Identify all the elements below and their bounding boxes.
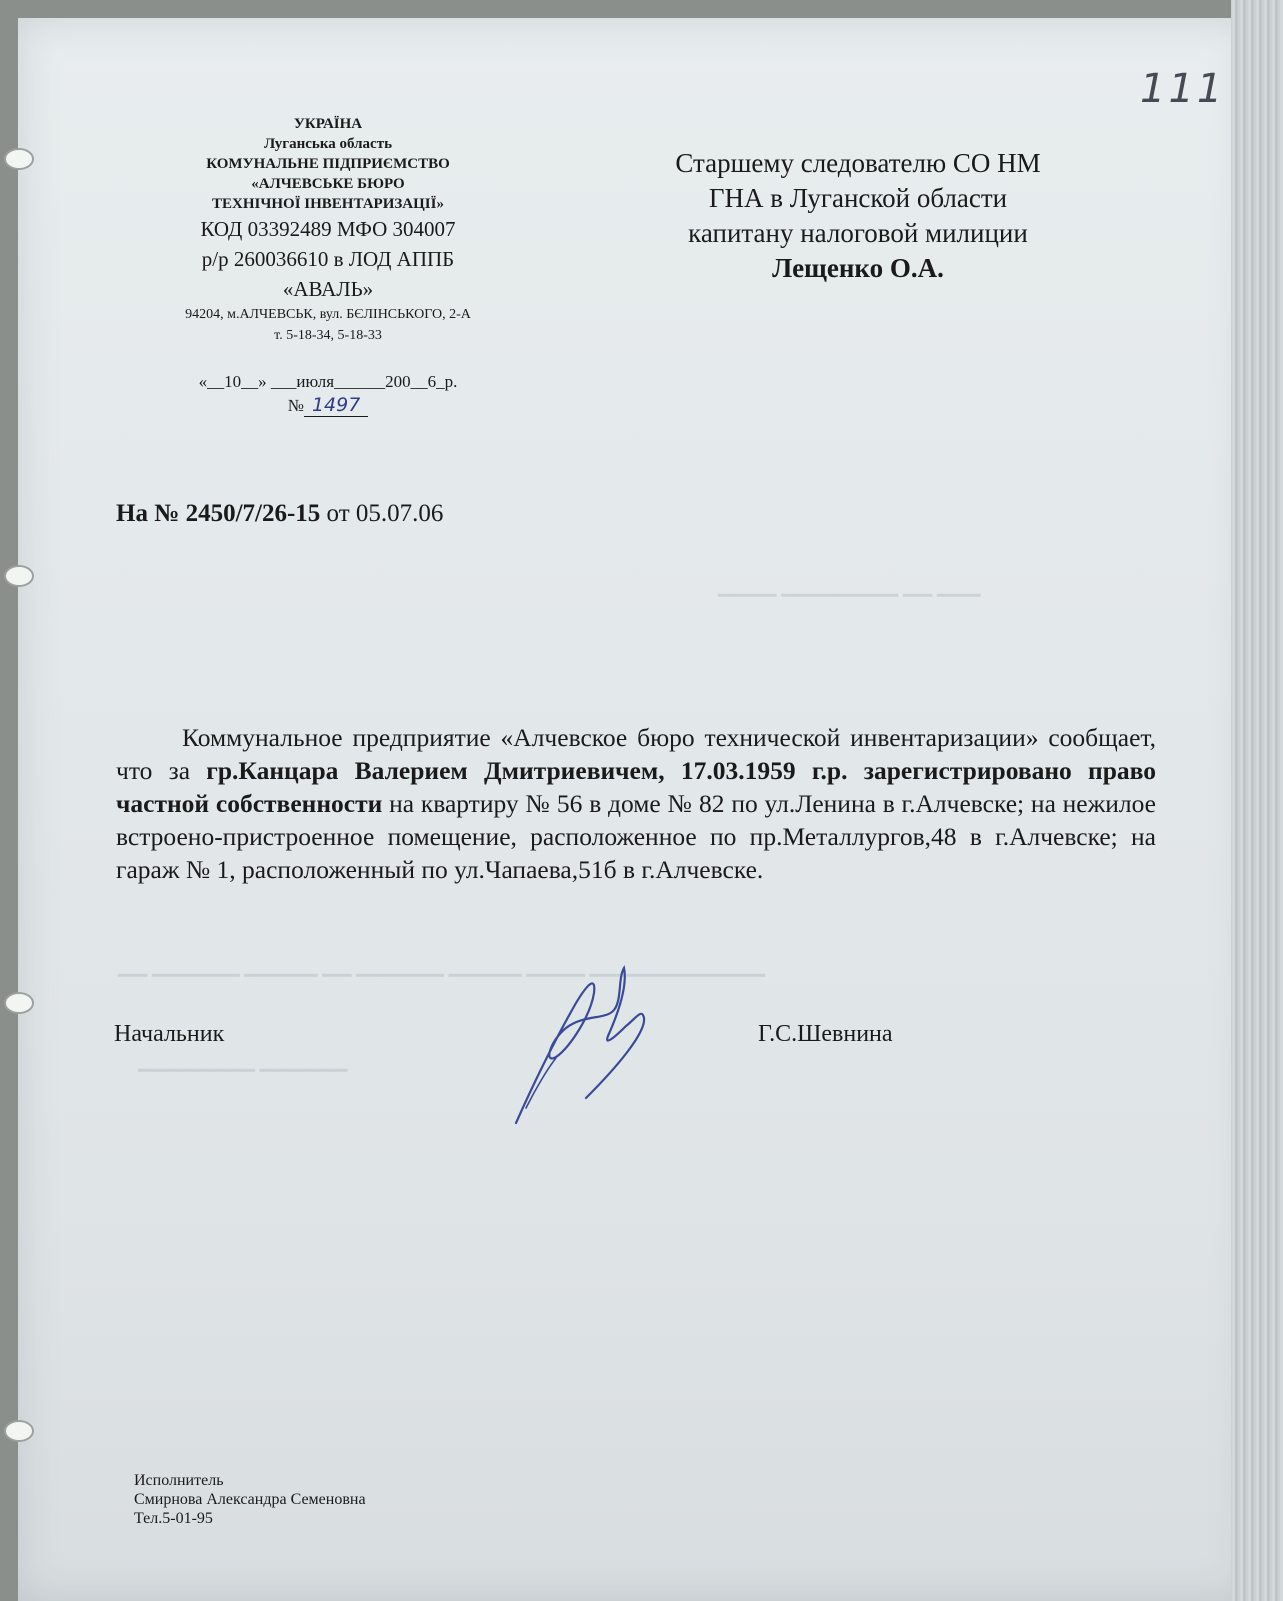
recipient-line3: капитану налоговой милиции — [688, 218, 1028, 248]
reference-date: от 05.07.06 — [320, 500, 444, 527]
date-after-month: ______200__ — [334, 372, 428, 391]
handwritten-signature — [496, 948, 696, 1148]
signature-stroke — [516, 968, 644, 1123]
page-number: 111 — [1140, 66, 1226, 112]
binding-hole — [4, 565, 34, 587]
executor-name: Смирнова Александра Семеновна — [134, 1491, 366, 1508]
executor-label: Исполнитель — [134, 1472, 224, 1489]
body-bold-owner: гр.Канцара Валерием Дмитриевичем, 17.03.1959 г.р. зарегистрировано право частной собственности — [116, 756, 1157, 818]
letterhead-phones: т. 5-18-34, 5-18-33 — [274, 328, 382, 343]
body-part1: Коммунальное предприятие «Алчевское бюро технической инвентаризации» сообщает, что за — [116, 723, 1156, 785]
date-month: июля — [296, 372, 335, 391]
letterhead-bank: «АВАЛЬ» — [282, 277, 374, 301]
body-part2: на квартиру № 56 в доме № 82 по ул.Ленина в г.Алчевске; на нежилое встроено-пристроенное помещение, расположенное по пр.Металлургов,48 в г.Алчевске; на гараж № 1, расположенный по ул.Чапаева,51б в г.Алчевске. — [116, 789, 1156, 884]
signatory-name: Г.С.Шевнина — [758, 1021, 893, 1047]
bleed-through-text: ▁▁▁▁ ▁▁▁▁▁▁▁▁ ▁▁ ▁▁▁ — [718, 576, 981, 597]
binding-hole — [4, 1420, 34, 1442]
date-prefix: «__ — [198, 372, 225, 391]
number-prefix: № — [287, 396, 304, 415]
letterhead-org-line1: КОМУНАЛЬНЕ ПІДПРИЄМСТВО — [206, 156, 450, 172]
handwritten-number: 1497 — [304, 394, 368, 417]
letterhead-region: Луганська область — [263, 136, 392, 152]
letter-body — [116, 721, 1156, 886]
letterhead-org-line2: «АЛЧЕВСЬКЕ БЮРО — [251, 176, 405, 192]
letterhead-account: р/р 260036610 в ЛОД АППБ — [201, 247, 455, 271]
letterhead-address: 94204, м.АЛЧЕВСЬК, вул. БЄЛІНСЬКОГО, 2-А — [185, 307, 471, 322]
letterhead-country: УКРАЇНА — [293, 116, 363, 132]
date-year: 6 — [427, 372, 437, 391]
binding-hole — [4, 148, 34, 170]
letterhead-org-line3: ТЕХНІЧНОЇ ІНВЕНТАРИЗАЦІЇ» — [212, 196, 444, 212]
recipient-block — [628, 146, 1088, 286]
executor-phone: Тел.5-01-95 — [134, 1510, 213, 1527]
date-suffix: _р. — [436, 372, 458, 391]
outgoing-date — [138, 372, 518, 392]
page-stack-edge — [1231, 0, 1283, 1601]
signature-stroke-2 — [526, 1058, 556, 1108]
document-page — [18, 18, 1250, 1601]
date-mid: __» ___ — [241, 372, 297, 391]
binding-hole — [4, 992, 34, 1014]
recipient-line1: Старшему следователю СО НМ — [675, 148, 1041, 178]
letterhead — [138, 114, 518, 416]
signatory-title: Начальник — [114, 1021, 225, 1047]
executor-block — [134, 1471, 366, 1528]
bleed-through-text: ▁▁▁▁▁▁▁▁ ▁▁▁▁▁▁ — [138, 1051, 348, 1072]
outgoing-number — [138, 394, 518, 416]
date-day: 10 — [224, 372, 242, 391]
recipient-line2: ГНА в Луганской области — [708, 183, 1008, 213]
bleed-through-text: ▁▁ ▁▁▁▁▁▁ ▁▁▁▁▁ ▁▁ ▁▁▁▁▁▁ ▁▁▁▁▁ ▁▁▁▁ ▁▁▁▁▁▁▁▁▁▁▁▁ — [118, 956, 765, 977]
reference-line — [116, 500, 443, 528]
letterhead-codes: КОД 03392489 МФО 304007 — [200, 217, 456, 241]
reference-number: На № 2450/7/26-15 — [116, 500, 321, 527]
recipient-name: Лещенко О.А. — [772, 253, 944, 283]
